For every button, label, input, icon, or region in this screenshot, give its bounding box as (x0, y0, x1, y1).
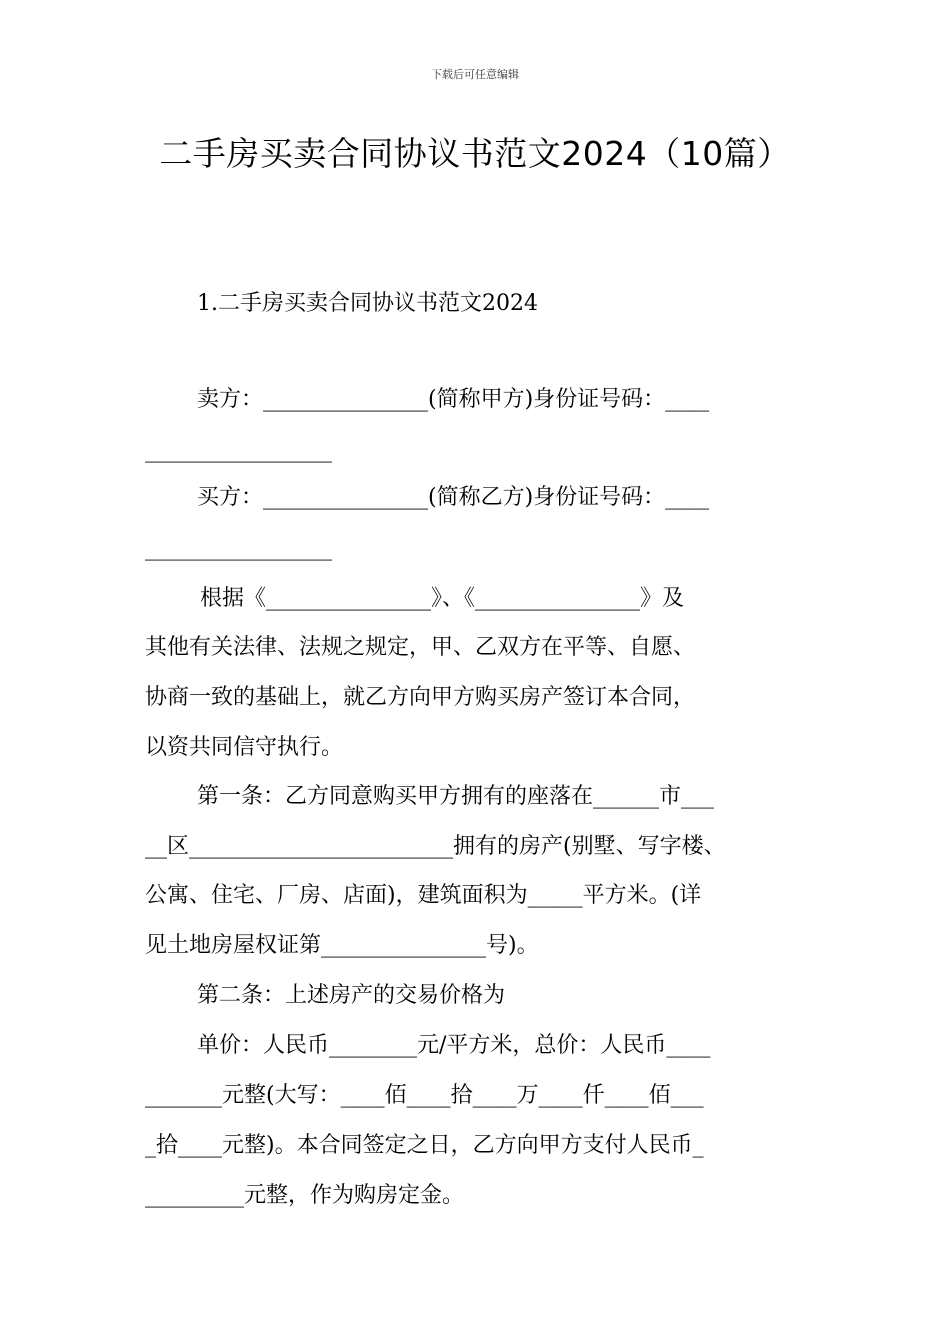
article-2-line-4: _________元整，作为购房定金。 (145, 1183, 465, 1208)
buyer-id-continuation: _________________ (145, 536, 332, 561)
buyer-line: 买方：_______________(简称乙方)身份证号码：____ (197, 485, 710, 510)
article-2-line-3: _拾____元整)。本合同签定之日，乙方向甲方支付人民币_ (145, 1133, 704, 1158)
preamble-line-2: 其他有关法律、法规之规定，甲、乙双方在平等、自愿、 (145, 635, 696, 660)
seller-id-continuation: _________________ (145, 438, 332, 463)
header-note: 下载后可任意编辑 (431, 68, 519, 81)
section-title: 1.二手房买卖合同协议书范文2024 (197, 291, 538, 316)
preamble-line-3: 协商一致的基础上，就乙方向甲方购买房产签订本合同， (145, 685, 696, 710)
seller-line: 卖方：_______________(简称甲方)身份证号码：____ (197, 387, 710, 412)
article-1-line-1: 第一条：乙方同意购买甲方拥有的座落在______市___ (197, 784, 715, 809)
preamble-line-4: 以资共同信守执行。 (145, 735, 344, 760)
preamble-line-1: 根据《_______________》、《_______________》及 (200, 586, 685, 611)
article-2-line-2: _______元整(大写：____佰____拾____万____仟____佰___ (145, 1083, 704, 1108)
article-1-line-3: 公寓、住宅、厂房、店面)，建筑面积为_____平方米。(详 (145, 883, 702, 908)
article-1-line-2: __区________________________拥有的房产(别墅、写字楼、 (145, 834, 726, 859)
article-1-line-4: 见土地房屋权证第_______________号)。 (145, 933, 539, 958)
document-title: 二手房买卖合同协议书范文2024（10篇） (159, 134, 791, 173)
article-2-heading: 第二条：上述房产的交易价格为 (197, 983, 506, 1008)
article-2-line-1: 单价：人民币________元/平方米，总价：人民币____ (197, 1033, 711, 1058)
